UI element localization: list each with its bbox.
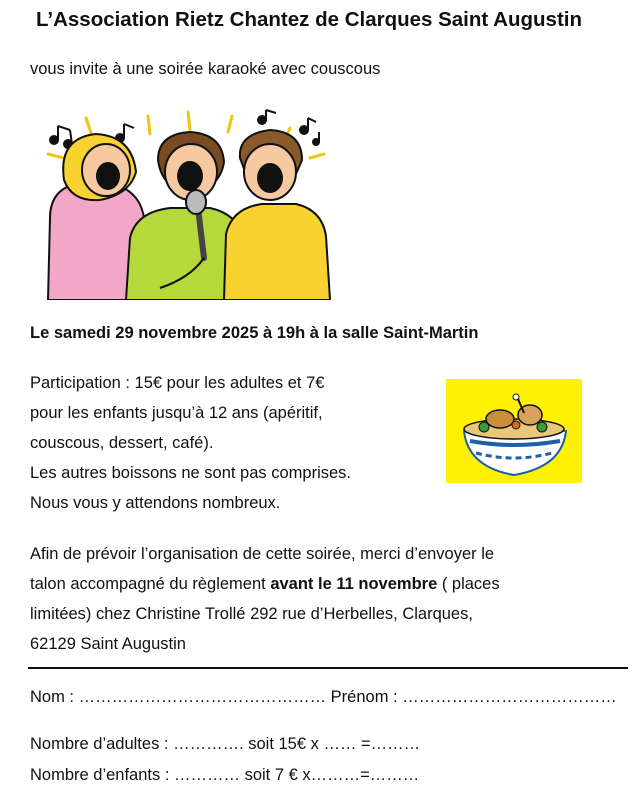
organisation-paragraph (30, 539, 500, 659)
organisation-line: 62129 Saint Augustin (30, 635, 186, 653)
form-adults-line: Nombre d’adultes : …………. soit 15€ x …… =……… (30, 735, 421, 753)
organisation-line (30, 569, 500, 599)
form-name-line: Nom : ……………………………………… Prénom : ………………………………… (30, 688, 617, 706)
invitation-title: L’Association Rietz Chantez de Clarques Saint Augustin (36, 8, 582, 31)
couscous-bowl-illustration (446, 379, 582, 483)
organisation-text: ( places (437, 575, 500, 593)
organisation-text: talon accompagné du règlement (30, 575, 271, 593)
organisation-line: Afin de prévoir l’organisation de cette soirée, merci d’envoyer le (30, 545, 495, 563)
participation-paragraph (30, 368, 351, 518)
event-date: Le samedi 29 novembre 2025 à 19h à la salle Saint-Martin (30, 324, 479, 342)
invitation-subtitle: vous invite à une soirée karaoké avec couscous (30, 60, 381, 78)
cut-line-divider (28, 667, 628, 669)
participation-line: Les autres boissons ne sont pas comprises. (30, 464, 352, 482)
form-children-line: Nombre d’enfants : ………… soit 7 € x………=……… (30, 766, 420, 784)
organisation-line: limitées) chez Christine Trollé 292 rue d’Herbelles, Clarques, (30, 605, 473, 623)
participation-line: Participation : 15€ pour les adultes et 7€ (30, 374, 325, 392)
participation-line: pour les enfants jusqu’à 12 ans (apéritif, (30, 404, 323, 422)
singers-karaoke-illustration (40, 108, 332, 300)
participation-line: Nous vous y attendons nombreux. (30, 494, 281, 512)
deadline-emphasis: avant le 11 novembre (270, 575, 438, 593)
participation-line: couscous, dessert, café). (30, 434, 214, 452)
